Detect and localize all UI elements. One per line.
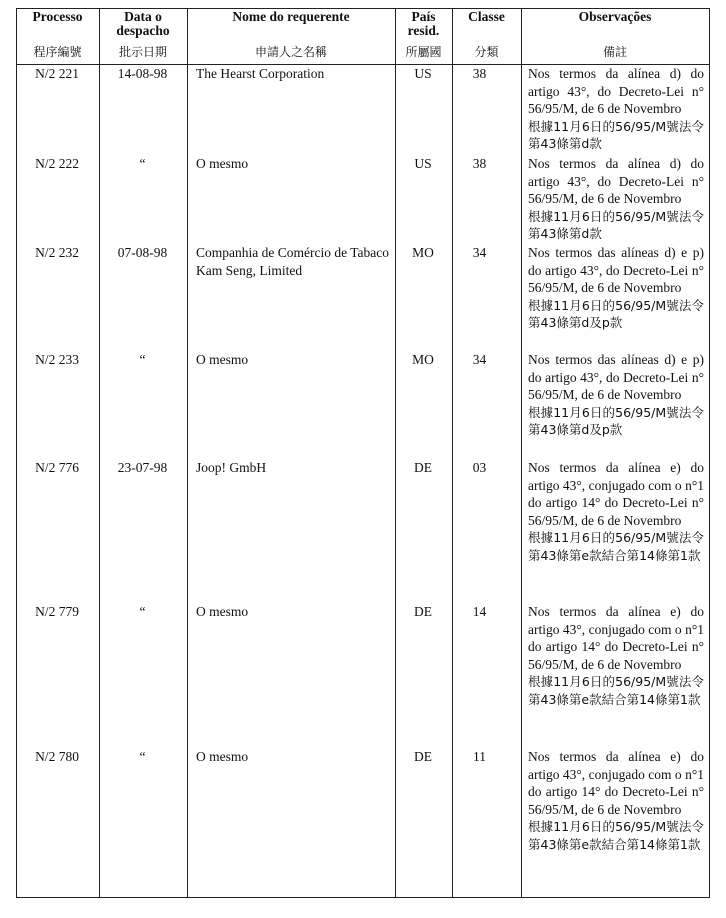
obs-zh: 根據11月6日的56/95/M號法令第43條第d及p款 bbox=[528, 404, 704, 437]
col-rule bbox=[521, 8, 522, 897]
obs-cell bbox=[528, 459, 704, 564]
header-obs bbox=[521, 4, 709, 60]
classe-cell: 38 bbox=[472, 66, 487, 81]
nome-cell: O mesmo bbox=[196, 749, 249, 764]
header-classe bbox=[452, 4, 521, 60]
pais-cell: DE bbox=[414, 604, 432, 619]
data-cell: 14-08-98 bbox=[117, 66, 168, 81]
header-nome-zh: 申請人之名稱 bbox=[254, 45, 327, 59]
processo-cell: N/2 222 bbox=[35, 156, 79, 171]
header-processo-zh: 程序編號 bbox=[33, 45, 82, 59]
classe-cell: 34 bbox=[472, 245, 487, 260]
processo-cell: N/2 233 bbox=[35, 352, 79, 367]
header-obs-pt: Observações bbox=[578, 9, 652, 24]
classe-cell: 14 bbox=[472, 604, 487, 619]
header-nome bbox=[187, 4, 395, 60]
header-classe-zh: 分類 bbox=[474, 45, 499, 59]
nome-cell: O mesmo bbox=[196, 156, 249, 171]
obs-zh: 根據11月6日的56/95/M號法令第43條第d款 bbox=[528, 208, 704, 241]
classe-cell: 34 bbox=[472, 352, 487, 367]
obs-zh: 根據11月6日的56/95/M號法令第43條第d款 bbox=[528, 118, 704, 151]
obs-zh: 根據11月6日的56/95/M號法令第43條第e款結合第14條第1款 bbox=[528, 674, 704, 707]
classe-cell: 03 bbox=[472, 460, 487, 475]
data-cell: “ bbox=[139, 749, 146, 764]
obs-cell bbox=[528, 748, 704, 853]
header-obs-zh: 備註 bbox=[602, 45, 627, 59]
processo-cell: N/2 776 bbox=[35, 460, 79, 475]
obs-pt: Nos termos da alínea e) do artigo 43°, conjugado com o n°1 do artigo 14° do Decreto-Lei n° 56/95/M, de 6 de Novembro bbox=[528, 460, 704, 528]
header-nome-pt: Nome do requerente bbox=[232, 9, 350, 24]
obs-cell bbox=[528, 65, 704, 153]
bottom-rule bbox=[16, 897, 710, 898]
pais-cell: US bbox=[414, 156, 432, 171]
obs-cell bbox=[528, 351, 704, 439]
data-cell: 23-07-98 bbox=[117, 460, 168, 475]
pais-cell: DE bbox=[414, 749, 432, 764]
col-rule bbox=[187, 8, 188, 897]
obs-pt: Nos termos da alínea e) do artigo 43°, conjugado com o n°1 do artigo 14° do Decreto-Lei n° 56/95/M, de 6 de Novembro bbox=[528, 749, 704, 817]
nome-cell: O mesmo bbox=[196, 352, 249, 367]
obs-zh: 根據11月6日的56/95/M號法令第43條第e款結合第14條第1款 bbox=[528, 819, 704, 852]
processo-cell: N/2 779 bbox=[35, 604, 79, 619]
pais-cell: DE bbox=[414, 460, 432, 475]
data-cell: “ bbox=[139, 352, 146, 367]
pais-cell: US bbox=[414, 66, 432, 81]
header-pais bbox=[395, 4, 452, 60]
header-classe-pt: Classe bbox=[468, 9, 505, 24]
header-pais-pt: País resid. bbox=[407, 9, 440, 38]
col-rule bbox=[709, 8, 710, 897]
header-pais-zh: 所屬國 bbox=[405, 45, 442, 59]
processo-cell: N/2 232 bbox=[35, 245, 79, 260]
obs-pt: Nos termos da alínea d) do artigo 43°, do Decreto-Lei n° 56/95/M, de 6 de Novembro bbox=[528, 66, 704, 116]
data-cell: “ bbox=[139, 156, 146, 171]
obs-zh: 根據11月6日的56/95/M號法令第43條第d及p款 bbox=[528, 297, 704, 330]
nome-cell: O mesmo bbox=[196, 604, 249, 619]
header-data-pt: Data o despacho bbox=[116, 9, 170, 38]
classe-cell: 11 bbox=[473, 749, 486, 764]
header-data bbox=[99, 4, 187, 60]
obs-pt: Nos termos da alínea e) do artigo 43°, conjugado com o n°1 do artigo 14° do Decreto-Lei n° 56/95/M, de 6 de Novembro bbox=[528, 604, 704, 672]
nome-cell: Companhia de Comércio de Tabaco Kam Seng, Limited bbox=[196, 245, 389, 278]
pais-cell: MO bbox=[412, 245, 434, 260]
obs-pt: Nos termos das alíneas d) e p) do artigo 43°, do Decreto-Lei n° 56/95/M, de 6 de Novembro bbox=[528, 352, 704, 402]
data-cell: 07-08-98 bbox=[117, 245, 168, 260]
nome-cell: Joop! GmbH bbox=[196, 460, 267, 475]
processo-cell: N/2 221 bbox=[35, 66, 79, 81]
classe-cell: 38 bbox=[472, 156, 487, 171]
processo-cell: N/2 780 bbox=[35, 749, 79, 764]
header-data-zh: 批示日期 bbox=[118, 45, 167, 59]
pais-cell: MO bbox=[412, 352, 434, 367]
obs-cell bbox=[528, 603, 704, 708]
header-processo-pt: Processo bbox=[32, 9, 83, 24]
nome-cell: The Hearst Corporation bbox=[196, 66, 325, 81]
obs-pt: Nos termos da alínea d) do artigo 43°, do Decreto-Lei n° 56/95/M, de 6 de Novembro bbox=[528, 156, 704, 206]
obs-cell bbox=[528, 155, 704, 243]
obs-zh: 根據11月6日的56/95/M號法令第43條第e款結合第14條第1款 bbox=[528, 530, 704, 563]
obs-cell bbox=[528, 244, 704, 332]
data-cell: “ bbox=[139, 604, 146, 619]
obs-pt: Nos termos das alíneas d) e p) do artigo 43°, do Decreto-Lei n° 56/95/M, de 6 de Novembro bbox=[528, 245, 704, 295]
header-processo bbox=[16, 4, 99, 60]
